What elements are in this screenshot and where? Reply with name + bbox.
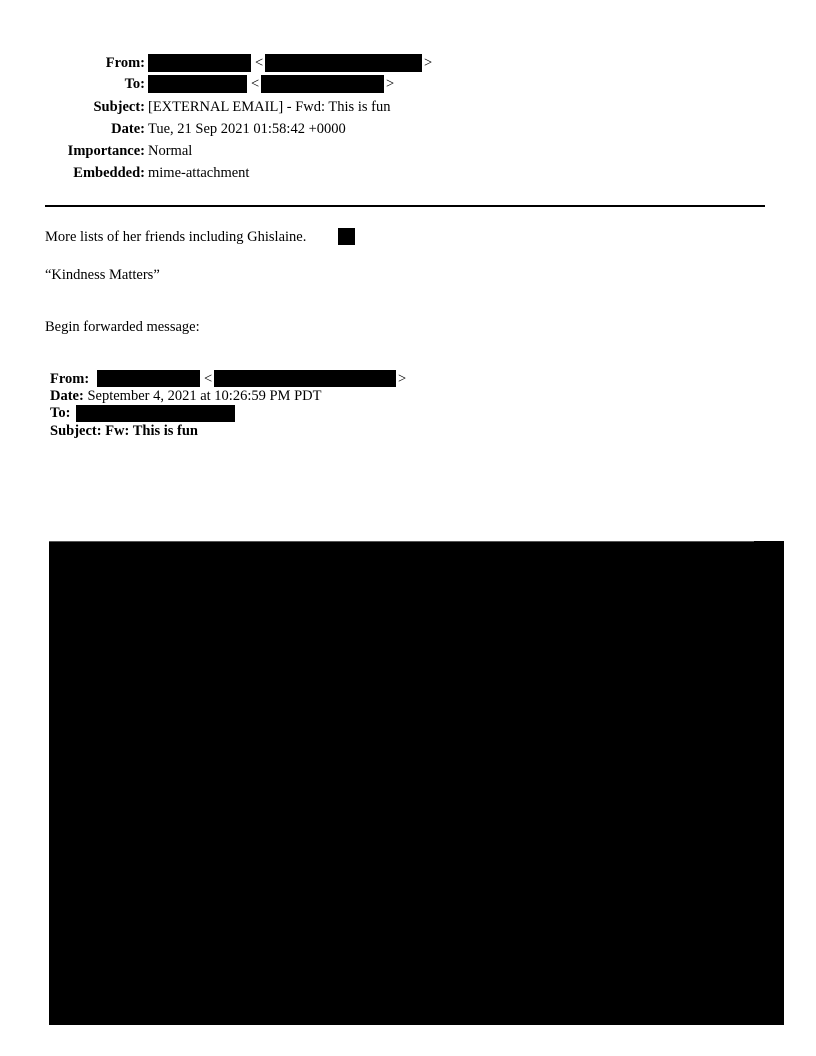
from-lt-bracket: <	[255, 55, 264, 71]
fwd-subject-value: Fw: This is fun	[105, 423, 198, 439]
to-lt-bracket: <	[251, 76, 260, 92]
fwd-subject-label: Subject:	[50, 423, 102, 439]
fwd-to-redaction	[76, 405, 235, 422]
body-line-friends: More lists of her friends including Ghislaine.	[45, 229, 307, 245]
from-gt-bracket: >	[424, 55, 433, 71]
importance-label: Importance:	[67, 143, 145, 159]
fwd-date-value: September 4, 2021 at 10:26:59 PM PDT	[87, 388, 322, 404]
fwd-from-gt-bracket: >	[398, 371, 407, 387]
embedded-value: mime-attachment	[148, 165, 250, 181]
from-email-redaction	[265, 54, 422, 72]
subject-value: [EXTERNAL EMAIL] - Fwd: This is fun	[148, 99, 391, 115]
importance-value: Normal	[148, 143, 193, 159]
body-line-kindness: “Kindness Matters”	[45, 267, 160, 283]
from-name-redaction	[148, 54, 251, 72]
to-name-redaction	[148, 75, 247, 93]
header-divider	[45, 205, 765, 207]
embedded-image-redaction	[49, 541, 784, 1025]
subject-label: Subject:	[93, 99, 145, 115]
fwd-from-lt-bracket: <	[204, 371, 213, 387]
fwd-subject-line	[50, 422, 198, 440]
to-label: To:	[124, 76, 145, 92]
embedded-image-top-edge	[49, 541, 754, 542]
fwd-from-email-redaction	[214, 370, 396, 387]
fwd-to-label: To:	[50, 405, 71, 421]
from-label: From:	[105, 55, 145, 71]
fwd-date-line	[50, 387, 321, 405]
date-value: Tue, 21 Sep 2021 01:58:42 +0000	[148, 121, 346, 137]
fwd-from-label: From:	[50, 371, 90, 387]
body-inline-redaction	[338, 228, 355, 245]
fwd-from-name-redaction	[97, 370, 200, 387]
date-label: Date:	[111, 121, 145, 137]
body-line-begin-forwarded: Begin forwarded message:	[45, 319, 200, 335]
to-email-redaction	[261, 75, 384, 93]
fwd-date-label: Date:	[50, 388, 84, 404]
to-gt-bracket: >	[386, 76, 395, 92]
embedded-label: Embedded:	[73, 165, 145, 181]
